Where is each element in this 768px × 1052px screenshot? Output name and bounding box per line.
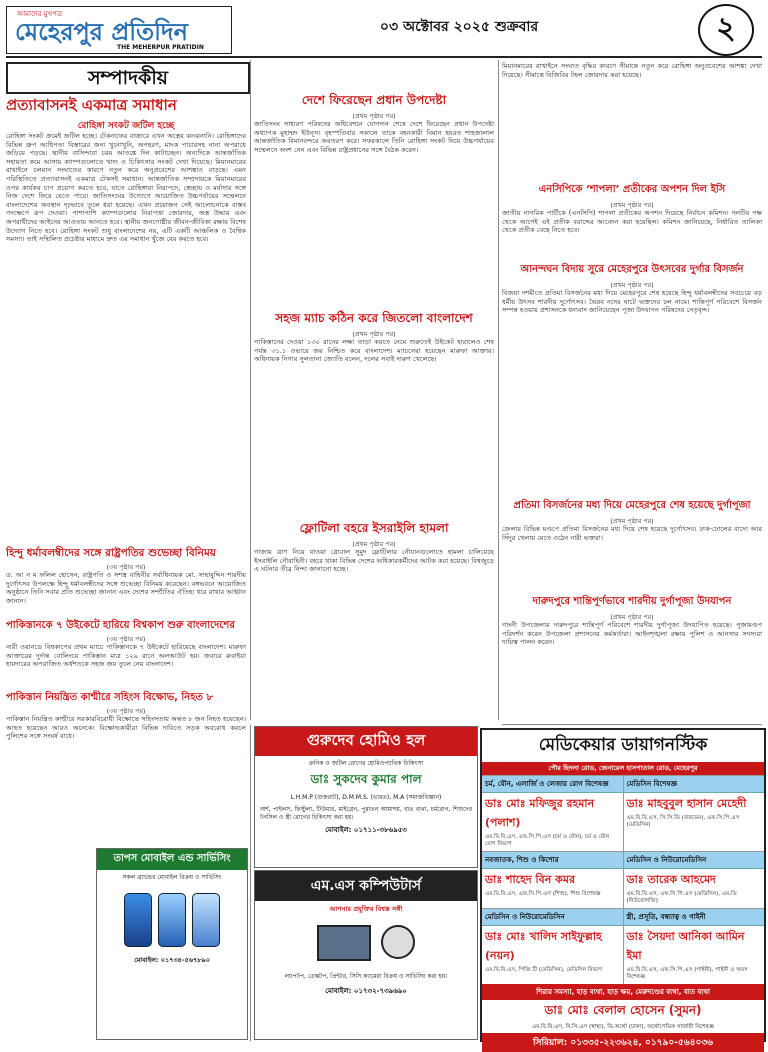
bisarjon-pageref: (প্রথম পৃষ্ঠার পর) [610, 517, 654, 525]
homeo-ad-doctor: ডাঃ সুকদেব কুমার পাল [310, 772, 422, 786]
darudpur-pageref: (প্রথম পৃষ্ঠার পর) [610, 613, 654, 621]
bijaya-body: বিজয়া দশমীতে প্রতিমা বিসর্জনের মধ্য দিয়ে মেহেরপুরে শেষ হয়েছে হিন্দু ধর্মাবলম্বীদের সবচেয়ে বড় ধর্মীয় উৎসব শারদীয় দুর্গোৎসব। ভৈরব নদের ঘাটে ভক্তদের ঢল নামে। শান্তিপূর্ণ পরিবেশে বিসর্জন সম্পন্ন হওয়ায় প্রশাসনকে ধন্যবাদ জানিয়েছেন পূজা উদযাপন পরিষদের নেতৃবৃন্দ। [502, 289, 762, 315]
doctor-specialty: চর্ম, যৌন, এলার্জি ও লেজার রোগ বিশেষজ্ঞ [482, 776, 623, 793]
page-number-badge [698, 4, 754, 56]
hindu-pageref: (৩য় পৃষ্ঠার পর) [106, 563, 146, 571]
adviser-body: জাতিসংঘ সাধারণ পরিষদের অধিবেশনে যোগদান শেষে দেশে ফিরেছেন প্রধান উপদেষ্টা অধ্যাপক মুহাম্মদ ইউনূস। বৃহস্পতিবার সকালে তাকে বহনকারী বিমান হযরত শাহজালাল আন্তর্জাতিক বিমানবন্দরে অবতরণ করে। সফরকালে তিনি রোহিঙ্গা সংকট নিয়ে উচ্চপর্যায়ের সম্মেলনে অংশ নেন এবং বিভিন্ন রাষ্ট্রপ্রধানের সঙ্গে বৈঠক করেন। [254, 120, 494, 154]
homeo-ad [254, 726, 478, 868]
elephant-body: জাতীয় নাগরিক পার্টিকে (এনসিপি) শাপলা প্রতীকের অপশন দিয়েছে নির্বাচন কমিশন। দলটির পক্ষ থেকে আগেই এই প্রতীক বরাদ্দের আবেদন করা হয়েছিল। কমিশন জানিয়েছে, নির্ধারিত তালিকা থেকে প্রতীক বেছে নিতে হবে। [502, 209, 762, 235]
mobile-ad [96, 848, 248, 1040]
editorial-label-box [6, 62, 250, 94]
doctor-detail: এম.বি.বি.এস, এফ.সি.পি.এস (চর্ম ও যৌন), চর্ম ও যৌন রোগ বিভাগ [485, 834, 610, 847]
cricket-headline: সহজ ম্যাচ কঠিন করে জিতলো বাংলাদেশ [275, 311, 473, 325]
kashmir-pageref: (৩য় পৃষ্ঠার পর) [106, 707, 146, 715]
bisarjon-body: জেলার বিভিন্ন মণ্ডপে প্রতিমা বিসর্জনের মধ্য দিয়ে শেষ হয়েছে দুর্গোৎসব। ঢাক-ঢোলের বাদ্যে আর সিঁদুর খেলায় মেতে ওঠেন নারী ভক্তরা। [502, 525, 762, 542]
editorial-subhead: রোহিঙ্গা সংকট জটিল হচ্ছে [77, 121, 175, 131]
camera-icon [381, 925, 415, 959]
homeo-ad-body: অর্শ, পাইলস, ফিস্টুলা, টিউমার, মাইগ্রেন, পুরাতন আমাশয়, বাত ব্যথা, চর্মরোগ, শিশুদের টনসিল ও স্ত্রী রোগের চিকিৎসা করা হয়। [260, 806, 472, 821]
mobile-ad-contact: মোবাইল: ০১৭৩৪-৫৬৭৮৯০ [134, 956, 210, 964]
medicare-banner: শিরার সমস্যা, হাড় ব্যথা, হাড় ক্ষয়, মেরুদণ্ডের ব্যথা, বাত ব্যথা [482, 984, 764, 1000]
hindu-body: ড. আ ন ম ফলিল হোসেন, রাষ্ট্রপতি ও সশস্ত্র বাহিনীর সর্বাধিনায়ক মো. সাহাবুদ্দিন শারদীয় দুর্গোৎসব উপলক্ষে হিন্দু ধর্মাবলম্বীদের সঙ্গে শুভেচ্ছা বিনিময় করেছেন। বঙ্গভবনে আয়োজিত অনুষ্ঠানে তিনি সবার প্রতি শুভেচ্ছা জানান এবং দেশের সম্প্রীতির ঐতিহ্য ধরে রাখার আহ্বান জানান। [6, 571, 246, 605]
doctor-specialty: মেডিসিন ও নিউরোমেডিসিন [482, 909, 623, 926]
doctor-detail: এম.বি.বি.এস, পিজি.টি (মেডিসিন), মেডিসিন বিভাগ [485, 967, 603, 973]
doctor-name: ডাঃ তারেক আহমেদ [626, 873, 716, 886]
medicare-doctor-card [482, 852, 624, 908]
cricket-body: পাকিস্তানের দেওয়া ১৩০ রানের লক্ষ্য তাড়া করতে নেমে শুরুতেই উইকেট হারালেও শেষ পর্যন্ত ৩১.১ ওভারে জয় নিশ্চিত করে বাংলাদেশ। ম্যাচসেরা হয়েছেন মারুফা আক্তার। অধিনায়ক নিগার সুলতানা জ্যোতি বলেন, দলের সবাই দারুণ খেলেছে। [254, 338, 494, 364]
editorial-headline: প্রত্যাবাসনই একমাত্র সমাধান [6, 96, 177, 114]
page-number: ২ [716, 11, 736, 46]
medicare-doctor-grid [482, 775, 764, 984]
kashmir-body: পাকিস্তান নিয়ন্ত্রিত কাশ্মীরে সরকারবিরোধী বিক্ষোভে সহিংসতায় অন্তত ৮ জন নিহত হয়েছেন। আহত হয়েছেন আরও অনেকে। বিক্ষোভকারীরা বিভিন্ন দাবিতে সড়ক অবরোধ করলে পুলিশের সঙ্গে সংঘর্ষ বাধে। [6, 715, 246, 741]
flotilla-headline: ফ্লোটিলা বহরে ইসরাইলি হামলা [299, 521, 449, 535]
doctor-name: ডাঃ মোঃ খালিদ সাইফুল্লাহ (নয়ন) [485, 930, 602, 962]
medicare-serial: সিরিয়াল: ০১৩৩৫-২২৩৬২৪, ০১৭৯০-৫৬৪০৩৬ [482, 1033, 764, 1052]
homeo-ad-contact: মোবাইল: ০১৭১১-৩৮৬৯৫৩ [325, 826, 407, 834]
masthead-kicker: আমাদের মুখপত্র [17, 10, 63, 18]
medicare-address: পৌর ছিদলা রোড, জেনারেল হাসপাতাল রোড, মেহেরপুর [482, 762, 764, 775]
laptop-icon [317, 925, 371, 961]
mobile-ad-title: তাপস মোবাইল এন্ড সার্ভিসিং [97, 849, 247, 870]
medicare-doctor-card [624, 852, 765, 908]
masthead-rule [6, 56, 762, 58]
doctor-detail: এম.বি.বি.এস, এফ.সি.পি.এস (গাইনী), গাইনী ও অবস বিশেষজ্ঞ [626, 967, 748, 980]
hindu-headline: হিন্দু ধর্মাবলম্বীদের সঙ্গে রাষ্ট্রপতির শুভেচ্ছা বিনিময় [6, 547, 216, 559]
homeo-ad-title: গুরুদেব হোমিও হল [255, 727, 477, 756]
editorial-label: সম্পাদকীয় [88, 67, 168, 89]
computer-ad [254, 870, 478, 1040]
computer-ad-body: ল্যাপটপ, ডেস্কটপ, প্রিন্টার, সিসি ক্যামেরা বিক্রয় ও সার্ভিসিং করা হয়। [284, 973, 448, 980]
masthead-subtitle: THE MEHERPUR PRATIDIN [117, 44, 204, 51]
elephant-pageref: (প্রথম পৃষ্ঠার পর) [610, 201, 654, 209]
column-rule-1 [250, 60, 251, 720]
pakistan-headline: পাকিস্তানকে ৭ উইকেটে হারিয়ে বিশ্বকাপ শুরু বাংলাদেশের [6, 620, 235, 631]
doctor-detail: এম.বি.বি.এস, এফ.সি.পি.এস (মেডিসিন), এম.ডি (নিউরোলজি) [626, 891, 737, 904]
bijaya-pageref: (প্রথম পৃষ্ঠার পর) [610, 281, 654, 289]
bisarjon-headline: প্রতিমা বিসর্জনের মধ্য দিয়ে মেহেরপুরে শেষ হয়েছে দুর্গাপূজা [513, 500, 751, 511]
flotilla-pageref: (প্রথম পৃষ্ঠার পর) [352, 540, 396, 548]
flotilla-body: গাজায় ত্রাণ নিয়ে যাওয়া গ্লোবাল সুমুদ ফ্লোটিলার নৌযানগুলোতে হামলা চালিয়েছে ইসরাইলি নৌবাহিনী। বহরে থাকা বিভিন্ন দেশের অধিকারকর্মীদের আটক করা হয়েছে। বিশ্বজুড়ে এ ঘটনার তীব্র নিন্দা জানানো হচ্ছে। [254, 548, 494, 574]
medicare-banner-doctor: ডাঃ মোঃ বেলাল হোসেন (সুমন) [544, 1003, 702, 1017]
computer-ad-contact: মোবাইল: ০১৭৩২-৭৩৯৬৯০ [325, 987, 407, 995]
phone-icon [124, 893, 152, 947]
masthead-title: মেহেরপুর প্রতিদিন [15, 18, 188, 46]
doctor-detail: এম.বি.বি.এস, সি.সি.ডি (বারডেম), এফ.সি.পি.এস (মেডিসিন) [626, 815, 740, 828]
bijaya-headline: আনন্দঘন বিদায় সুরে মেহেরপুরে উৎসবের দুর্গার বিসর্জন [520, 264, 744, 275]
darudpur-body: গাংনী উপজেলার দারুদপুরে শান্তিপূর্ণ পরিবেশে শারদীয় দুর্গাপূজা উদযাপিত হয়েছে। পূজামণ্ডপ পরিদর্শন করেন উপজেলা প্রশাসনের কর্মকর্তারা। আইনশৃঙ্খলা রক্ষায় পুলিশ ও আনসার সদস্যরা দায়িত্ব পালন করেন। [502, 621, 762, 647]
elephant-headline: এনসিপিকে ‘শাপলা’ প্রতীকের অপশন দিল ইসি [538, 184, 726, 195]
masthead-date: ০৩ অক্টোবর ২০২৫ শুক্রবার [379, 19, 539, 35]
column-rule-bottom-1 [250, 725, 251, 1041]
medicare-title: মেডিকেয়ার ডায়াগনস্টিক [482, 730, 764, 762]
top-right-continuation: মিয়ানমারের রাখাইনে সংঘাত বৃদ্ধির কারণে সীমান্তে নতুন করে রোহিঙ্গা অনুপ্রবেশের আশঙ্কা দেখা দিয়েছে। সীমান্তে বিজিবির টহল জোরদার করা হয়েছে। [502, 62, 762, 79]
editorial-body: রোহিঙ্গা সংকট ক্রমেই জটিল হচ্ছে। টেকনাফের বাজারে এখন অস্ত্রের ঝনঝনানি। রোহিঙ্গাদের বিভিন্ন গ্রুপ আধিপত্য বিস্তারের জন্য খুনোখুনি, অপহরণ, মাদক পাচারসহ নানা অপরাধে জড়িয়ে পড়ছে। স্থানীয় বাসিন্দারা চরম আতঙ্কে দিন কাটাচ্ছেন। অন্যদিকে আন্তর্জাতিক সহায়তা কমে আসায় ক্যাম্পগুলোতে খাদ্য ও চিকিৎসার সংকট দেখা দিয়েছে। মিয়ানমারের রাখাইনে চলমান সংঘাতের কারণে নতুন করে অনুপ্রবেশের আশঙ্কাও বাড়ছে। এমন পরিস্থিতিতে প্রত্যাবাসনই একমাত্র টেকসই সমাধান। আন্তর্জাতিক সম্প্রদায়কে মিয়ানমারের ওপর কার্যকর চাপ প্রয়োগ করতে হবে, যাতে রোহিঙ্গারা নিরাপদে, স্বেচ্ছায় ও মর্যাদার সঙ্গে নিজ দেশে ফিরে যেতে পারে। জাতিসংঘের উদ্যোগে আয়োজিত উচ্চপর্যায়ের সম্মেলনে বাংলাদেশের অবস্থান দৃঢ়ভাবে তুলে ধরা হয়েছে। এখন প্রয়োজন সেই আলোচনাকে বাস্তব পদক্ষেপে রূপ দেওয়া। পাশাপাশি ক্যাম্পগুলোর নিরাপত্তা জোরদার, অস্ত্র উদ্ধার এবং অপরাধীদের আইনের আওতায় আনতে হবে। স্থানীয় জনগোষ্ঠীর জীবন-জীবিকা রক্ষায় বিশেষ উদ্যোগ নিতে হবে। রোহিঙ্গা সংকট শুধু বাংলাদেশের নয়, এটি একটি আঞ্চলিক ও বৈশ্বিক সমস্যা। তাই সম্মিলিত প্রচেষ্টার মাধ্যমে দ্রুত এর সমাধান খুঁজে বের করতে হবে। [6, 132, 246, 244]
right-rule [502, 724, 762, 725]
pakistan-body: নারী ওয়ানডে বিশ্বকাপের প্রথম ম্যাচে পাকিস্তানকে ৭ উইকেটে হারিয়েছে বাংলাদেশ। মারুফা আক্তারের দুর্দান্ত বোলিংয়ে পাকিস্তান মাত্র ১২৯ রানে অলআউট হয়। জবাবে রুবাইয়া হায়দারের অপরাজিত অর্ধশতকে সহজ জয় তুলে নেয় বাংলাদেশ। [6, 643, 246, 669]
homeo-ad-degree: L.H.M.P (গুজরাট), D.M.M.S. (ভারত), M.A (সমাজবিজ্ঞান) [290, 794, 442, 801]
medicare-doctor-row [482, 851, 764, 908]
masthead-logo [6, 6, 232, 54]
doctor-specialty: স্ত্রী, প্রসূতি, বন্ধ্যাত্ব ও গাইনী [624, 909, 765, 926]
computer-graphic [255, 925, 477, 961]
doctor-specialty: মেডিসিন ও নিউরোমেডিসিন [624, 852, 765, 869]
medicare-doctor-card [624, 776, 765, 851]
doctor-name: ডাঃ সৈয়দা আনিকা আমিন ইমা [626, 930, 745, 962]
phone-graphic [97, 893, 247, 947]
column-rule-2 [498, 60, 499, 720]
medicare-doctor-card [624, 909, 765, 984]
darudpur-headline: দারুদপুরে শান্তিপূর্ণভাবে শারদীয় দুর্গাপূজা উদযাপন [532, 596, 732, 607]
doctor-name: ডাঃ শাহেদ বিন কমর [485, 873, 576, 886]
adviser-headline: দেশে ফিরেছেন প্রধান উপদেষ্টা [301, 93, 447, 107]
phone-icon [158, 893, 186, 947]
medicare-doctor-row [482, 775, 764, 851]
medicare-banner-detail: এম.বি.বি.এস, বি.সি.এস (স্বাস্থ্য), ডি.অর্থো (ঢাকা), অর্থোপেডিক সার্জারী বিশেষজ্ঞ [532, 1024, 714, 1030]
medicare-doctor-row [482, 908, 764, 984]
doctor-detail: এম.বি.বি.এস, এফ.সি.পি.এস (শিশু), শিশু বিশেষজ্ঞ [485, 891, 601, 897]
medicare-doctor-card [482, 776, 624, 851]
phone-icon [192, 893, 220, 947]
mobile-ad-subtitle: সকল ব্র্যান্ডের মোবাইল বিক্রয় ও সার্ভিসিং [122, 874, 222, 881]
homeo-ad-subtitle: ক্রনিক ও জটিল রোগের হোমিওপ্যাথিক চিকিৎসা [308, 760, 424, 767]
doctor-specialty: মেডিসিন বিশেষজ্ঞ [624, 776, 765, 793]
kashmir-headline: পাকিস্তান নিয়ন্ত্রিত কাশ্মীরে সহিংস বিক্ষোভ, নিহত ৮ [6, 692, 213, 703]
pakistan-pageref: (৩য় পৃষ্ঠার পর) [106, 635, 146, 643]
adviser-pageref: (প্রথম পৃষ্ঠার পর) [352, 112, 396, 120]
cricket-pageref: (প্রথম পৃষ্ঠার পর) [352, 330, 396, 338]
doctor-name: ডাঃ মাহবুবুল হাসান মেহেদী [626, 797, 747, 810]
doctor-name: ডাঃ মোঃ মফিজুর রহমান (পলাশ) [485, 797, 595, 829]
computer-ad-subtitle: আপনার প্রযুক্তির বিশ্বস্ত সঙ্গী [329, 905, 403, 913]
doctor-specialty: নবজাতক, শিশু ও কিশোর [482, 852, 623, 869]
medicare-doctor-card [482, 909, 624, 984]
computer-ad-title: এম.এস কম্পিউটার্স [255, 871, 477, 901]
medicare-ad [480, 728, 766, 1048]
